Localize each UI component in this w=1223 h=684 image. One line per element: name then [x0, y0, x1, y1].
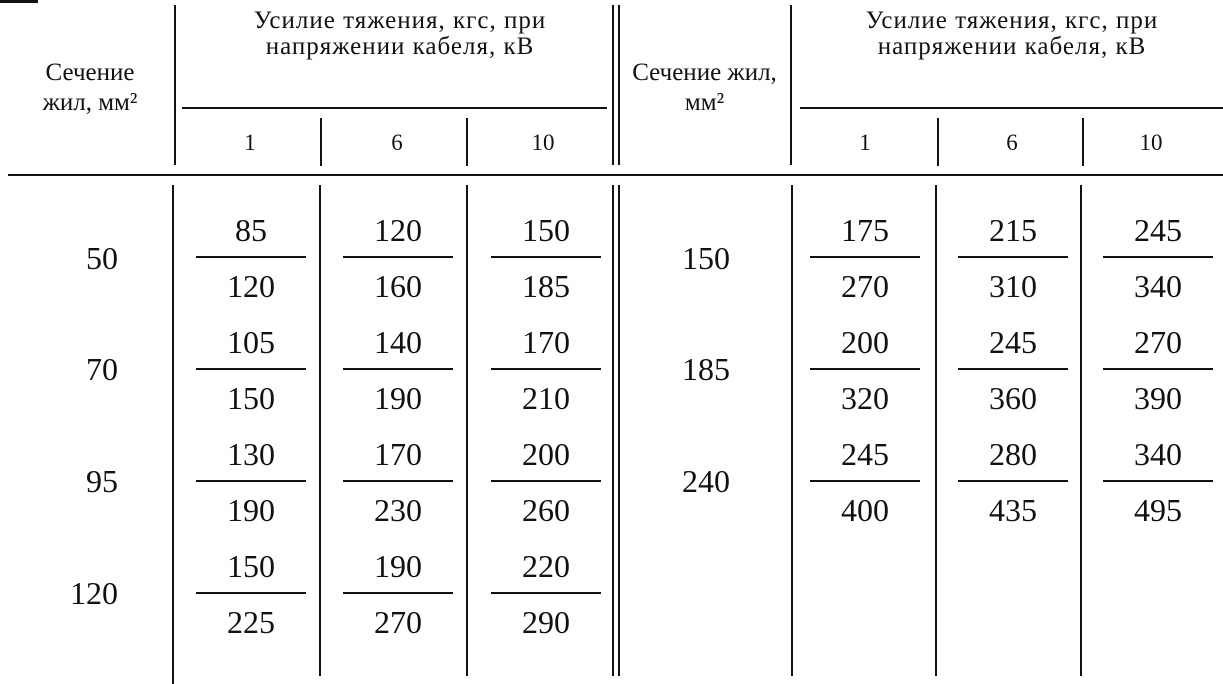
fraction-cell — [343, 546, 453, 640]
fraction-numerator: 340 — [1103, 434, 1213, 482]
fraction-numerator: 245 — [810, 434, 920, 482]
fraction-cell — [958, 322, 1068, 416]
body-dbl-vrule-2 — [618, 185, 620, 676]
fraction-denominator: 310 — [989, 268, 1037, 304]
left-section-value: 120 — [70, 575, 118, 611]
fraction-denominator: 185 — [522, 268, 570, 304]
fraction-numerator: 270 — [1103, 322, 1213, 370]
fraction-denominator: 260 — [522, 492, 570, 528]
fraction-cell — [810, 322, 920, 416]
left-header-rule — [182, 107, 607, 109]
right-section-value: 240 — [682, 463, 730, 499]
right-section-value: 150 — [682, 240, 730, 276]
body-vrule-e — [935, 185, 937, 676]
fraction-numerator: 200 — [810, 322, 920, 370]
right-section-header — [632, 58, 777, 118]
left-voltage-6: 6 — [391, 130, 403, 155]
left-section-value: 50 — [86, 240, 118, 276]
fraction-numerator: 105 — [196, 322, 306, 370]
table-header-rule — [8, 174, 1223, 176]
fraction-denominator: 320 — [841, 380, 889, 416]
body-dbl-vrule-1 — [612, 185, 614, 676]
fraction-numerator: 245 — [958, 322, 1068, 370]
fraction-numerator: 85 — [196, 210, 306, 258]
fraction-denominator: 290 — [522, 604, 570, 640]
fraction-cell — [196, 434, 306, 528]
fraction-denominator: 495 — [1134, 492, 1182, 528]
fraction-denominator: 435 — [989, 492, 1037, 528]
left-force-header — [205, 8, 595, 60]
fraction-denominator: 160 — [374, 268, 422, 304]
fraction-numerator: 170 — [491, 322, 601, 370]
fraction-cell — [343, 322, 453, 416]
left-force-header-text: Усилие тяжения, кгс, при напряжении кабеля, кВ — [253, 7, 547, 60]
fraction-cell — [491, 546, 601, 640]
fraction-cell — [1103, 434, 1213, 528]
right-voltage-1: 1 — [859, 130, 871, 155]
fraction-cell — [1103, 322, 1213, 416]
fraction-denominator: 390 — [1134, 380, 1182, 416]
fraction-numerator: 200 — [491, 434, 601, 482]
body-vrule-c — [466, 185, 468, 676]
fraction-cell — [1103, 210, 1213, 304]
fraction-numerator: 120 — [343, 210, 453, 258]
fraction-denominator: 225 — [227, 604, 275, 640]
fraction-numerator: 175 — [810, 210, 920, 258]
header-vrule-e — [937, 118, 939, 166]
right-force-header-text: Усилие тяжения, кгс, при напряжении кабеля, кВ — [865, 7, 1159, 60]
fraction-denominator: 150 — [227, 380, 275, 416]
fraction-cell — [810, 434, 920, 528]
header-dbl-vrule-2 — [618, 5, 620, 165]
fraction-numerator: 170 — [343, 434, 453, 482]
fraction-denominator: 340 — [1134, 268, 1182, 304]
left-voltage-1: 1 — [244, 130, 256, 155]
fraction-denominator: 190 — [374, 380, 422, 416]
fraction-denominator: 120 — [227, 268, 275, 304]
fraction-cell — [343, 210, 453, 304]
fraction-cell — [196, 210, 306, 304]
fraction-denominator: 210 — [522, 380, 570, 416]
body-vrule-a — [172, 185, 174, 684]
fraction-cell — [491, 434, 601, 528]
left-section-header-text: Сечение жил, мм² — [42, 59, 138, 116]
fraction-denominator: 270 — [374, 604, 422, 640]
fraction-cell — [958, 434, 1068, 528]
fraction-cell — [196, 546, 306, 640]
right-force-header — [812, 8, 1212, 60]
header-dbl-vrule-1 — [612, 5, 614, 165]
fraction-denominator: 190 — [227, 492, 275, 528]
left-section-header — [20, 58, 160, 118]
fraction-cell — [491, 210, 601, 304]
body-vrule-f — [1080, 185, 1082, 676]
fraction-cell — [196, 322, 306, 416]
fraction-numerator: 190 — [343, 546, 453, 594]
fraction-numerator: 220 — [491, 546, 601, 594]
fraction-numerator: 215 — [958, 210, 1068, 258]
header-vrule-b — [320, 118, 322, 166]
fraction-denominator: 230 — [374, 492, 422, 528]
fraction-numerator: 150 — [196, 546, 306, 594]
right-section-value: 185 — [682, 351, 730, 387]
header-vrule-a — [174, 5, 176, 165]
fraction-denominator: 360 — [989, 380, 1037, 416]
fraction-numerator: 130 — [196, 434, 306, 482]
right-header-rule — [800, 107, 1223, 109]
fraction-numerator: 150 — [491, 210, 601, 258]
left-section-value: 70 — [86, 351, 118, 387]
fraction-numerator: 140 — [343, 322, 453, 370]
right-section-header-text: Сечение жил, мм² — [632, 59, 777, 116]
fraction-numerator: 245 — [1103, 210, 1213, 258]
header-vrule-d — [790, 5, 792, 165]
fraction-cell — [810, 210, 920, 304]
fraction-denominator: 270 — [841, 268, 889, 304]
right-voltage-6: 6 — [1006, 130, 1018, 155]
fraction-cell — [343, 434, 453, 528]
body-vrule-d — [791, 185, 793, 676]
body-vrule-b — [319, 185, 321, 676]
fraction-denominator: 400 — [841, 492, 889, 528]
right-voltage-10: 10 — [1139, 130, 1163, 155]
fraction-cell — [491, 322, 601, 416]
header-vrule-c — [466, 118, 468, 166]
left-voltage-10: 10 — [531, 130, 555, 155]
fraction-cell — [958, 210, 1068, 304]
corner-mark — [0, 0, 38, 3]
left-section-value: 95 — [86, 463, 118, 499]
header-vrule-f — [1082, 118, 1084, 166]
fraction-numerator: 280 — [958, 434, 1068, 482]
